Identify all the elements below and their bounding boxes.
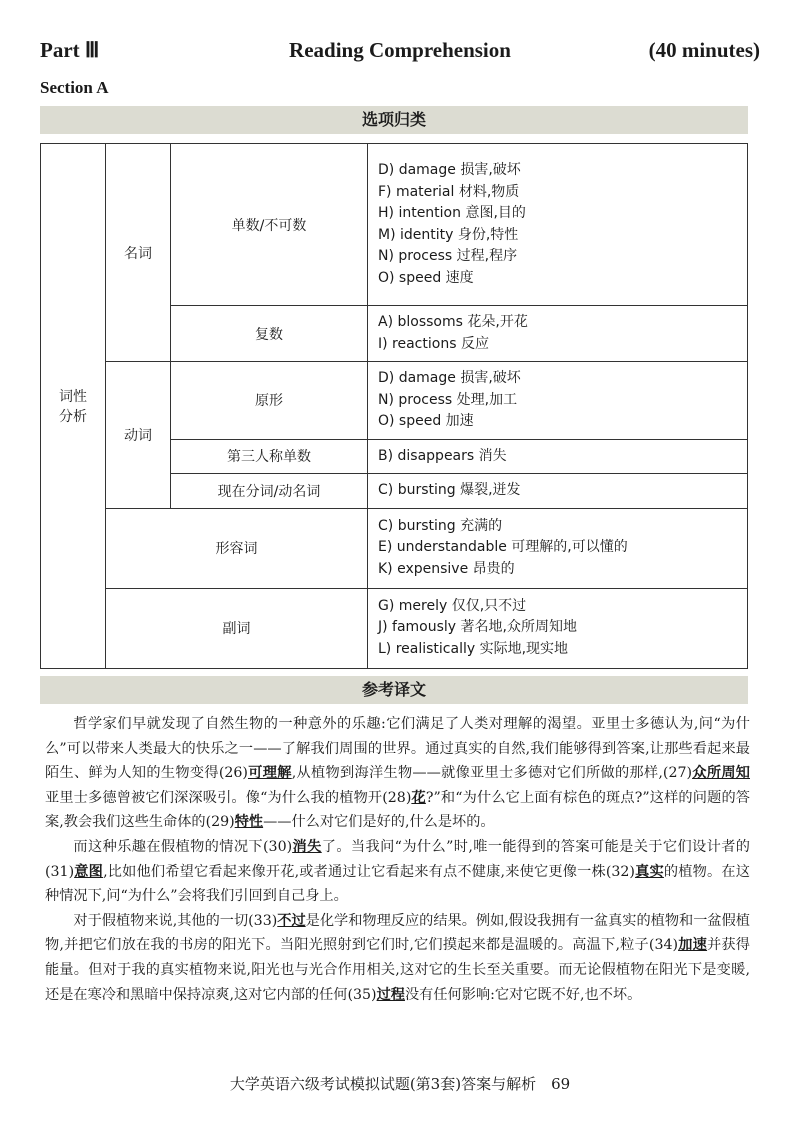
option-item: D) damage 损害,破坏 [378, 162, 521, 178]
answer-27: 众所周知 [692, 765, 750, 782]
text-span: ,比如他们希望它看起来像开花,或者通过让它看起来有点不健康,来使它更像一株(32) [103, 863, 635, 880]
option-item: N) process 过程,程序 [378, 248, 518, 264]
answer-26: 可理解 [247, 765, 292, 782]
text-span: 没有任何影响:它对它既不好,也不坏。 [404, 986, 642, 1003]
verb-cell [106, 362, 171, 509]
answer-32: 真实 [634, 863, 664, 880]
noun-plural-items [368, 306, 748, 362]
option-item: J) famously 著名地,众所周知地 [378, 619, 577, 636]
answer-34: 加速 [678, 937, 708, 954]
adv-items [368, 588, 748, 668]
adj-items [368, 508, 748, 588]
paragraph-1 [45, 712, 750, 835]
text-span: 哲学家们早就发现了自然生物的一种意外的乐趣:它们满足了人类对理解的渴望。亚里士多德认为,问“为什么”可以带来人类最大的快乐之一——了解我们周围的世界。通过真实的自然,我们能够得到答案,让那些看起来最陌生、鲜为人知的生物变得(26) [45, 716, 750, 782]
option-item: A) blossoms 花朵,开花 [378, 314, 528, 330]
verb-third-items [368, 439, 748, 474]
option-item: H) intention 意图,目的 [378, 205, 526, 221]
word-class-table [40, 143, 748, 669]
text-span: 而这种乐趣在假植物的情况下(30) [73, 838, 293, 855]
option-item: N) process 处理,加工 [378, 391, 518, 408]
option-item: C) bursting 爆裂,迸发 [378, 482, 521, 498]
verb-base-items [368, 362, 748, 440]
option-item: L) realistically 实际地,现实地 [378, 640, 569, 657]
translation-banner: 参考译文 [40, 676, 748, 704]
options-banner: 选项归类 [40, 106, 748, 134]
time-limit: (40 minutes) [648, 38, 760, 62]
option-item: I) reactions 反应 [378, 335, 489, 352]
adv-label: 副词 [106, 588, 368, 668]
option-item: O) speed 速度 [378, 269, 474, 286]
verb-base-label: 原形 [171, 362, 368, 440]
noun-plural-label: 复数 [171, 306, 368, 362]
answer-29: 特性 [234, 814, 264, 831]
translation-text [45, 712, 750, 1007]
part-label: Part Ⅲ [40, 38, 100, 62]
option-item: B) disappears 消失 [378, 447, 507, 464]
option-item: M) identity 身份,特性 [378, 226, 519, 243]
verb-ing-label: 现在分词/动名词 [171, 474, 368, 509]
text-span: ?”和“为什么它上面有棕色的斑点?”这样的问题的答案,教会我们这些生命体的(29) [45, 789, 750, 831]
adj-label: 形容词 [106, 508, 368, 588]
noun-singular-label: 单数/不可数 [171, 144, 368, 306]
text-span: ,从植物到海洋生物——就像亚里士多德对它们所做的那样,(27) [291, 765, 693, 782]
answer-31: 意图 [74, 863, 104, 880]
page-footer: 大学英语六级考试模拟试题(第3套)答案与解析 69 [229, 1075, 571, 1093]
verb-third-label: 第三人称单数 [171, 439, 368, 474]
answer-35: 过程 [376, 986, 405, 1003]
option-item: C) bursting 充满的 [378, 517, 503, 534]
verb-ing-items [368, 474, 748, 509]
pos-analysis-label: 词性分析 [58, 388, 87, 425]
text-span: 并获得能量。但对于我的真实植物来说,阳光也与光合作用相关,这对它的生长至关重要。而无论假植物在阳光下是变暖,还是在寒冷和黑暗中保持凉爽,这对它内部的任何(35) [45, 937, 750, 1003]
text-span: ——什么对它们是好的,什么是坏的。 [263, 814, 495, 831]
paragraph-3 [45, 909, 750, 1007]
section-label: Section A [40, 78, 109, 97]
option-item: F) material 材料,物质 [378, 183, 520, 200]
text-span: 对于假植物来说,其他的一切(33) [73, 912, 278, 929]
text-span: 的植物。在这种情况下,问“为什么”会将我们引回到自己身上。 [45, 863, 750, 905]
verb-label: 动词 [124, 427, 152, 444]
page-header [40, 38, 760, 68]
header-title: Reading Comprehension [289, 38, 511, 62]
answer-33: 不过 [277, 912, 306, 929]
text-span: 是化学和物理反应的结果。例如,假设我拥有一盆真实的植物和一盆假植物,并把它们放在我的书房的阳光下。当阳光照射到它们时,它们摸起来都是温暖的。高温下,粒子(34) [45, 912, 750, 954]
noun-singular-items [368, 144, 748, 306]
noun-cell [106, 144, 171, 362]
option-item: E) understandable 可理解的,可以懂的 [378, 539, 628, 556]
option-item: G) merely 仅仅,只不过 [378, 597, 527, 614]
text-span: 了。当我问“为什么”时,唯一能得到的答案可能是关于它们设计者的(31) [45, 838, 750, 880]
answer-30: 消失 [292, 838, 322, 855]
answer-28: 花 [411, 789, 426, 806]
noun-label: 名词 [124, 245, 152, 262]
option-item: O) speed 加速 [378, 413, 474, 429]
option-item: D) damage 损害,破坏 [378, 370, 521, 386]
text-span: 亚里士多德曾被它们深深吸引。像“为什么我的植物开(28) [45, 789, 412, 806]
option-item: K) expensive 昂贵的 [378, 560, 515, 577]
pos-analysis-cell [41, 144, 106, 669]
paragraph-2 [45, 835, 750, 909]
